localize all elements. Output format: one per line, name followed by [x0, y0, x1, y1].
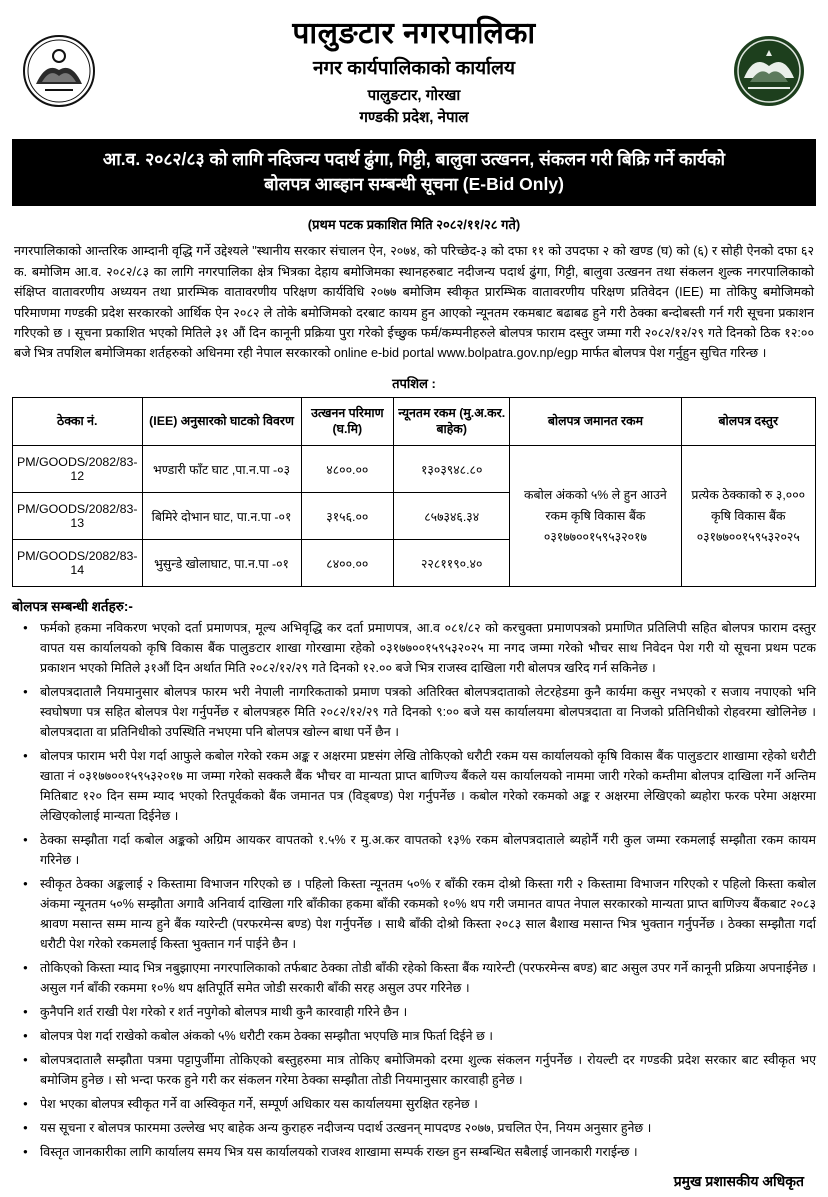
col-header-bid-deposit: बोलपत्र जमानत रकम — [510, 397, 681, 445]
list-item: ● ठेक्का सम्झौता गर्दा कबोल अङ्कको अग्रिम आयकर वापतको १.५% र मु.अ.कर वापतको १३% रकम बोलपत्रदाताले ब्यहोर्नै गरी कुल जम्मा रकमलाई सम्झौता रकम कायम गरिनेछ । — [38, 830, 816, 870]
list-item: ● स्वीकृत ठेक्का अङ्कलाई २ किस्तामा विभाजन गरिएको छ । पहिलो किस्ता न्यूनतम ५०% र बाँकी रकम दोश्रो किस्ता गरी २ किस्तामा विभाजन गरिएको र पहिलो किस्ता कबोल अंकमा न्यूनतम ५०% सम्झौता अगावै अनिवार्य दाखिला गरि बाँकीका हकमा बाँकी रकमको १०% थप गरी जमानत वापत नेपाल सरकारको मान्यता प्राप्त बाणिज्य बैंकबाट २०८३ श्रावण मसान्त सम्म मान्य हुने बैंक ग्यारेन्टी (परफरमेन्स बण्ड) पेश गर्नुपर्नेछ । साथै बाँकी दोश्रो किस्ता २०८३ साल बैशाख मसान्त भित्र भुक्तान गर्नुपर्नेछ । ठेक्का सम्झौता गर्दा धरौटी पेश गरेको रकमलाई किस्ता भुक्तान गर्न पाईने छैन । — [38, 874, 816, 954]
document-header — [12, 10, 816, 131]
list-item: ● फर्मको हकमा नविकरण भएको दर्ता प्रमाणपत्र, मूल्य अभिवृद्धि कर दर्ता प्रमाणपत्र, आ.व ०८१/८२ को करचुक्ता प्रमाणपत्रको प्रमाणित प्रतिलिपी सहित बोलपत्र फाराम दस्तुर वापत यस कार्यालयको कृषि विकास बैंक पालुङटार शाखा गोरखामा रहेको ०३१७७००१५९५३२०२५ मा नगद जम्मा गरेको भौचर साथ निवेदन पेश गरी यो सूचना प्रथम पटक प्रकाशन भएको मितिले ३१औं दिन अर्थात मिति २०८२/१२/२९ गते दिनको १२.०० बजे भित्र राजस्व दाखिला गरी बोलपत्र खरिद गर्न सकिनेछ । — [38, 618, 816, 678]
list-item: ● बोलपत्र फाराम भरी पेश गर्दा आफुले कबोल गरेको रकम अङ्क र अक्षरमा प्रष्टसंग लेखि तोकिएको धरौटी रकम यस कार्यालयको कृषि विकास बैंक पालुङटार शाखामा रहेको धरौटी खाता नं ०३१७७००१५९५३२०१७ मा जम्मा गरेको सक्कलै बैंक भौचर वा मान्यता प्राप्त बाणिज्य बैंकले यस कार्यालयको नाममा जारी गरेको कम्तीमा बोलपत्र दाखिला गर्ने अन्तिम मितिबाट १२० दिन सम्म म्याद भएको रितपूर्वकको बैंक जमानत पत्र (विड्बण्ड) पेश गर्नुपर्नेछ । कबोल गरेको रकमको अङ्क र अक्षरमा लेखिएको ब्यहोरा फरक परेमा अक्षरमा लेखिएकोलाई मान्यता दिईनेछ । — [38, 746, 816, 826]
organization-name: पालुङटार नगरपालिका — [292, 17, 536, 50]
conditions-title: बोलपत्र सम्बन्धी शर्तहरु:- — [12, 599, 133, 615]
cell-contract-no: PM/GOODS/2082/83-14 — [13, 540, 143, 587]
cell-quantity: ८४००.०० — [301, 540, 394, 587]
cell-ghat: बिमिरे दोभान घाट, पा.न.पा -०१ — [142, 493, 301, 540]
col-header-contract-no: ठेक्का नं. — [13, 397, 143, 445]
cell-ghat: भण्डारी फाँट घाट ,पा.न.पा -०३ — [142, 446, 301, 493]
notice-title-banner — [12, 139, 816, 207]
cell-min-amount: २२८११९०.४० — [394, 540, 510, 587]
table-caption: तपशिल : — [392, 375, 436, 391]
conditions-list — [12, 618, 816, 1162]
list-item: ● विस्तृत जानकारीका लागि कार्यालय समय भित्र यस कार्यालयको राजश्व शाखामा सम्पर्क राख्न हुन सम्बन्धित सबैलाई जानकारी गराईन्छ । — [38, 1142, 816, 1162]
nepal-government-emblem-icon — [730, 32, 808, 110]
list-item: ● बोलपत्रदातालै सम्झौता पत्रमा पट्टापुर्जीमा तोकिएको बस्तुहरुमा मात्र तोकिए बमोजिमको दरमा शुल्क संकलन गर्नुपर्नेछ । रोयल्टी दर गण्डकी प्रदेश सरकार बाट स्वीकृत भए बमोजिम हुनेछ । सो भन्दा फरक हुने गरी कर संकलन गरेमा ठेक्का सम्झौता तोडी नियमानुसार कारवाही हुनेछ । — [38, 1050, 816, 1090]
cell-quantity: ४८००.०० — [301, 446, 394, 493]
header-text-block — [98, 14, 730, 129]
col-header-bid-fee: बोलपत्र दस्तुर — [681, 397, 815, 445]
cell-contract-no: PM/GOODS/2082/83-12 — [13, 446, 143, 493]
organization-place: पालुङटार, गोरखा — [367, 87, 461, 105]
list-item: ● तोकिएको किस्ता म्याद भित्र नबुझाएमा नगरपालिकाको तर्फबाट ठेक्का तोडी बाँकी रहेको किस्ता बैंक ग्यारेन्टी (परफरमेन्स बण्ड) बाट असुल उपर गर्ने कानूनी प्रक्रिया अपनाईनेछ । असुल गर्न बाँकी रकममा १०% थप क्षतिपूर्ति समेत जोडी सरकारी बाँकी सरह असुल उपर गरिनेछ । — [38, 958, 816, 998]
cell-quantity: ३१५६.०० — [301, 493, 394, 540]
list-item: ● बोलपत्र पेश गर्दा राखेको कबोल अंकको ५% धरौटी रकम ठेक्का सम्झौता भएपछि मात्र फिर्ता दिईने छ । — [38, 1026, 816, 1046]
cell-ghat: भुसुन्डे खोलाघाट, पा.न.पा -०१ — [142, 540, 301, 587]
organization-office: नगर कार्यपालिकाको कार्यालय — [312, 57, 515, 79]
banner-line-1: आ.व. २०८२/८३ को लागि नदिजन्य पदार्थ ढुंगा, गिट्टी, बालुवा उत्खनन, संकलन गरी बिक्रि गर्ने कार्यको — [102, 148, 726, 169]
signature-designation: प्रमुख प्रशासकीय अधिकृत — [673, 1173, 804, 1190]
cell-contract-no: PM/GOODS/2082/83-13 — [13, 493, 143, 540]
cell-min-amount: ८५७३४६.३४ — [394, 493, 510, 540]
bid-details-table — [12, 397, 816, 587]
col-header-ghat-details: (IEE) अनुसारको घाटको विवरण — [142, 397, 301, 445]
list-item: ● यस सूचना र बोलपत्र फारममा उल्लेख भए बाहेक अन्य कुराहरु नदीजन्य पदार्थ उत्खनन् मापदण्ड २०७७, प्रचलित ऐन, नियम अनुसार हुनेछ । — [38, 1118, 816, 1138]
organization-province: गण्डकी प्रदेश, नेपाल — [359, 109, 469, 127]
banner-line-2: बोलपत्र आब्हान सम्बन्धी सूचना (E-Bid Only) — [264, 174, 564, 195]
col-header-quantity: उत्खनन परिमाण (घ.मि) — [301, 397, 394, 445]
list-item: ● कुनैपनि शर्त राखी पेश गरेको र शर्त नपुगेको बोलपत्र माथी कुनै कारवाही गरिने छैन । — [38, 1002, 816, 1022]
publish-date: (प्रथम पटक प्रकाशित मिति २०८२/११/२८ गते) — [307, 217, 521, 233]
col-header-min-amount: न्यूनतम रकम (मु.अ.कर. बाहेक) — [394, 397, 510, 445]
cell-bid-deposit: कबोल अंकको ५% ले हुन आउने रकम कृषि विकास बैंक ०३१७७००१५९५३२०१७ — [510, 446, 681, 587]
list-item: ● पेश भएका बोलपत्र स्वीकृत गर्ने वा अस्विकृत गर्ने, सम्पूर्ण अधिकार यस कार्यालयमा सुरक्षित रहनेछ । — [38, 1094, 816, 1114]
table-row — [13, 446, 816, 493]
cell-min-amount: १३०३९४८.८० — [394, 446, 510, 493]
municipality-emblem-icon — [20, 32, 98, 110]
cell-bid-fee: प्रत्येक ठेक्काको रु ३,००० कृषि विकास बैंक ०३१७७००१५९५३२०२५ — [681, 446, 815, 587]
table-header-row — [13, 397, 816, 445]
notice-intro-paragraph: नगरपालिकाको आन्तरिक आम्दानी वृद्धि गर्ने उद्देश्यले "स्थानीय सरकार संचालन ऐन, २०७४, को परिच्छेद-३ को दफा ११ को उपदफा २ को खण्ड (घ) को (६) र सोही ऐनको दफा ६२ क. बमोजिम आ.व. २०८२/८३ का लागि नगरपालिका क्षेत्र भित्रका देहाय बमोजिमका स्थानहरुबाट नदीजन्य पदार्थ ढुंगा, गिट्टी, बालुवा उत्खनन तथा संकलन शुल्क नगरपालिकाको संक्षिप्त वातावरणीय अध्ययन तथा प्रारम्भिक वातावरणीय परिक्षण कार्यविधि २०७७ बमोजिम स्वीकृत प्रारम्भिक वातावरणीय परिक्षण प्रतिवेदन (IEE) मा तोकिएु बमोजिमको परिमाणमा गण्डकी प्रदेश सरकारको आर्थिक ऐन २०८२ ले तोके बमोजिमको दरबाट कायम हुन आएको न्यूनतम रकमबाट बढाबढ हुने गरी ठेक्का बन्दोबस्ती गर्न गरी सूचना प्रकाशन गरिएको छ । सूचना प्रकाशित भएको मितिले ३१ औं दिन कानूनी प्रक्रिया पुरा गरेको ईच्छुक फर्म/कम्पनीहरुले बोलपत्र फाराम दस्तुर जम्मा गरी २०८२/१२/२९ गते दिनको ठिक १२:०० बजे भित्र तपशिल बमोजिमका शर्तहरुको अधिनमा रही नेपाल सरकारको online e-bid portal www.bolpatra.gov.np/egp मार्फत बोलपत्र पेश गर्नुहुन सुचित गरिन्छ । — [14, 244, 814, 361]
list-item: ● बोलपत्रदातालै नियमानुसार बोलपत्र फारम भरी नेपाली नागरिकताको प्रमाण पत्रको अतिरिक्त बोलपत्रदाताको लेटरहेडमा कुनै कार्यमा कसुर नभएको र सजाय नपाएको भनि स्वघोषणा पत्र सहित बोलपत्र पेश गर्नुपर्नेछ र बोलपत्रहरु मिति २०८२/१२/२९ गते दिनको ९:०० बजे यस कार्यालयमा बोलपत्रदाता वा निजको प्रतिनिधीको रोहवरमा खोलिनेछ । बोलपत्रदाता वा प्रतिनिधीको उपस्थिति नभएमा पनि बोलपत्र खोल्न बाधा पर्ने छैन । — [38, 682, 816, 742]
